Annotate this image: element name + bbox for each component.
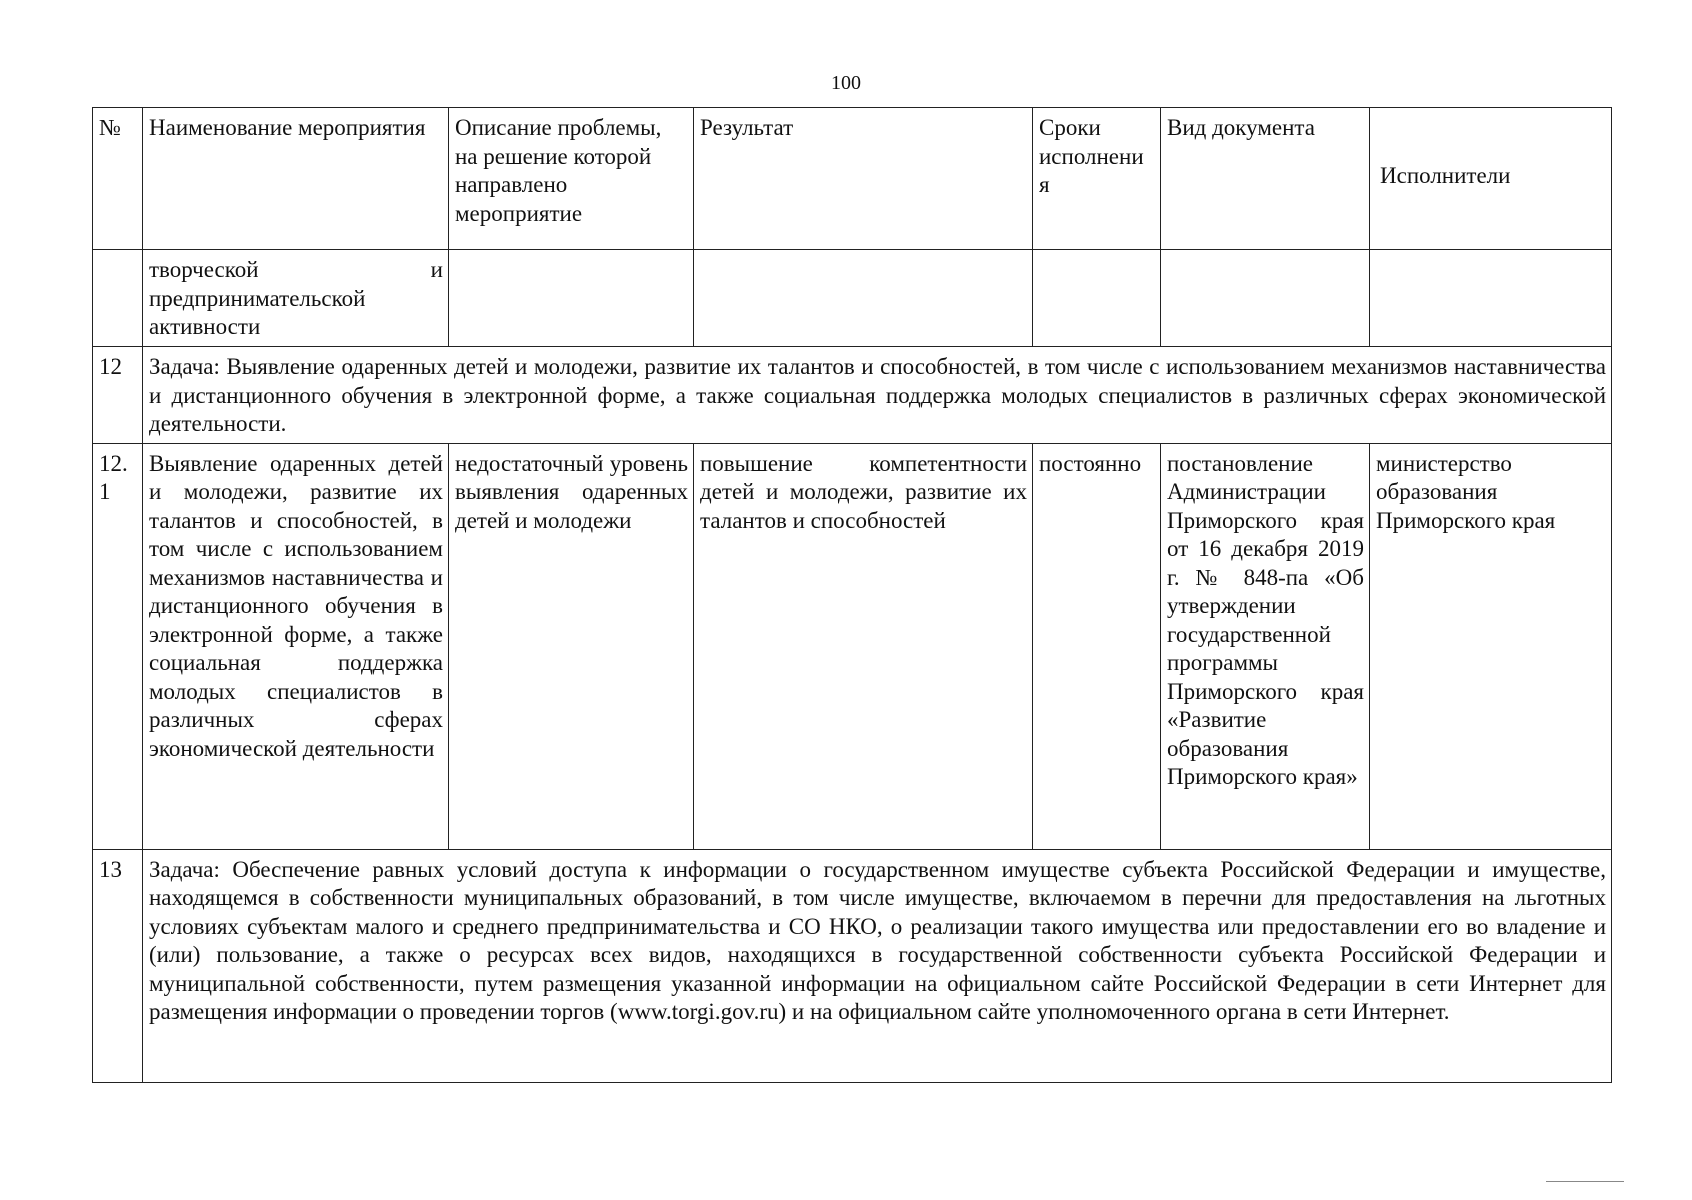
row-12-1-executors: министерство образования Приморского края xyxy=(1370,443,1612,849)
row-12-1-num: 12. 1 xyxy=(93,443,143,849)
task-13-row xyxy=(93,849,1612,1082)
row-12-1-doc-type: постановление Администрации Приморского края от 16 декабря 2019 г. № 848-па «Об утверждении государственной программы Приморского края «Развитие образования Приморского края» xyxy=(1161,443,1370,849)
task-12-row xyxy=(93,347,1612,444)
task-13-text: Задача: Обеспечение равных условий доступа к информации о государственном имуществе субъекта Российской Федерации и имуществе, находящемся в собственности муниципальных образований, в том числе имуществе, включаемом в перечни для предоставления на льготных условиях субъектам малого и среднего предпринимательства и СО НКО, о реализации такого имущества или предоставлении его во владение и (или) пользование, а также о ресурсах всех видов, находящихся в государственной собственности субъекта Российской Федерации и муниципальной собственности, путем размещения указанной информации на официальном сайте Российской Федерации в сети Интернет для размещения информации о проведении торгов (www.torgi.gov.ru) и на официальном сайте уполномоченного органа в сети Интернет. xyxy=(143,849,1612,1082)
continuation-doc-cell xyxy=(1161,250,1370,347)
task-12-num: 12 xyxy=(93,347,143,444)
header-executors: Исполнители xyxy=(1370,108,1612,250)
row-12-1 xyxy=(93,443,1612,849)
continuation-result-cell xyxy=(694,250,1033,347)
page-number: 100 xyxy=(831,72,861,94)
continuation-name-cell: творческой и предпринимательской активности xyxy=(143,250,449,347)
header-doc-type: Вид документа xyxy=(1161,108,1370,250)
row-12-1-result: повышение компетентности детей и молодежи, развитие их талантов и способностей xyxy=(694,443,1033,849)
task-13-num: 13 xyxy=(93,849,143,1082)
continuation-executors-cell xyxy=(1370,250,1612,347)
continuation-row xyxy=(93,250,1612,347)
header-problem: Описание проблемы, на решение которой направлено мероприятие xyxy=(449,108,694,250)
row-12-1-problem: недостаточный уровень выявления одаренных детей и молодежи xyxy=(449,443,694,849)
header-name: Наименование мероприятия xyxy=(143,108,449,250)
footer-rule xyxy=(1546,1181,1624,1182)
continuation-terms-cell xyxy=(1033,250,1161,347)
header-terms: Сроки исполнени я xyxy=(1033,108,1161,250)
continuation-num-cell xyxy=(93,250,143,347)
task-12-text: Задача: Выявление одаренных детей и молодежи, развитие их талантов и способностей, в том числе с использованием механизмов наставничества и дистанционного обучения в электронной форме, а также социальная поддержка молодых специалистов в различных сферах экономической деятельности. xyxy=(143,347,1612,444)
row-12-1-terms: постоянно xyxy=(1033,443,1161,849)
header-result: Результат xyxy=(694,108,1033,250)
continuation-problem-cell xyxy=(449,250,694,347)
measures-table xyxy=(92,107,1612,1083)
header-row xyxy=(93,108,1612,250)
row-12-1-name: Выявление одаренных детей и молодежи, развитие их талантов и способностей, в том числе с использованием механизмов наставничества и дистанционного обучения в электронной форме, а также социальная поддержка молодых специалистов в различных сферах экономической деятельности xyxy=(143,443,449,849)
header-num: № xyxy=(93,108,143,250)
